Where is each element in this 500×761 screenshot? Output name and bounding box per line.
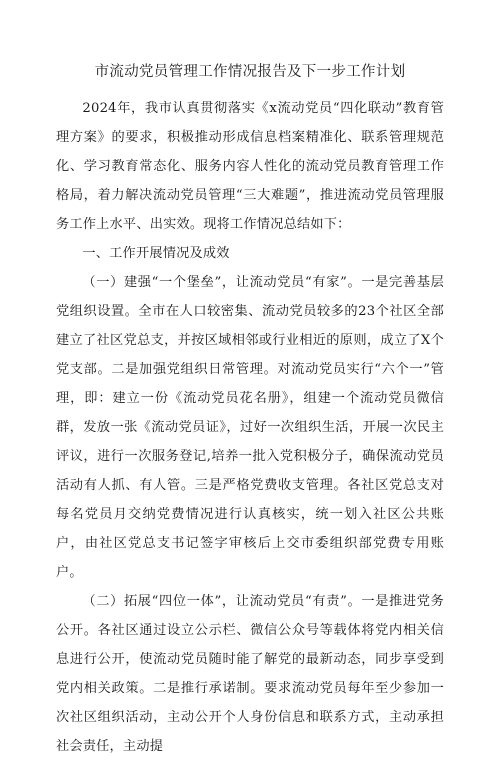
document-title: 市流动党员管理工作情况报告及下一步工作计划 [94,64,406,80]
item-2-paragraph: （二）拓展“四位一体”，让流动党员“有责”。一是推进党务公开。各社区通过设立公示栏、微信公众号等载体将党内相关信息进行公开，使流动党员随时能了解党的最新动态，同步享受到党内相关政策。二是推行承诺制。要求流动党员每年至少参加一次社区组织活动，主动公开个人身份信息和联系方式，主动承担社会责任，主动提 [56,594,444,754]
item-1-paragraph: （一）建强“一个堡垒”，让流动党员“有家”。一是完善基层党组织设置。全市在人口较密集、流动党员较多的23个社区全部建立了社区党总支，并按区域相邻或行业相近的原则，成立了X个党支部。二是加强党组织日常管理。对流动党员实行“六个一”管理，即：建立一份《流动党员花名册》，组建一个流动党员微信群，发放一张《流动党员证》，过好一次组织生活，开展一次民主评议，进行一次服务登记,培养一批入党积极分子，确保流动党员活动有人抓、有人管。三是严格党费收支管理。各社区党总支对每名党员月交纳党费情况进行认真核实，统一划入社区公共账户，由社区党总支书记签字审核后上交市委组织部党费专用账户。 [56,275,444,580]
intro-paragraph: 2024年，我市认真贯彻落实《x流动党员“四化联动”教育管理方案》的要求，积极推动形成信息档案精准化、联系管理规范化、学习教育常态化、服务内容人性化的流动党员教育管理工作格局，着力解决流动党员管理“三大难题”，推进流动党员管理服务工作上水平、出实效。现将工作情况总结如下： [56,101,444,232]
section-heading: 一、工作开展情况及成效 [82,246,230,261]
